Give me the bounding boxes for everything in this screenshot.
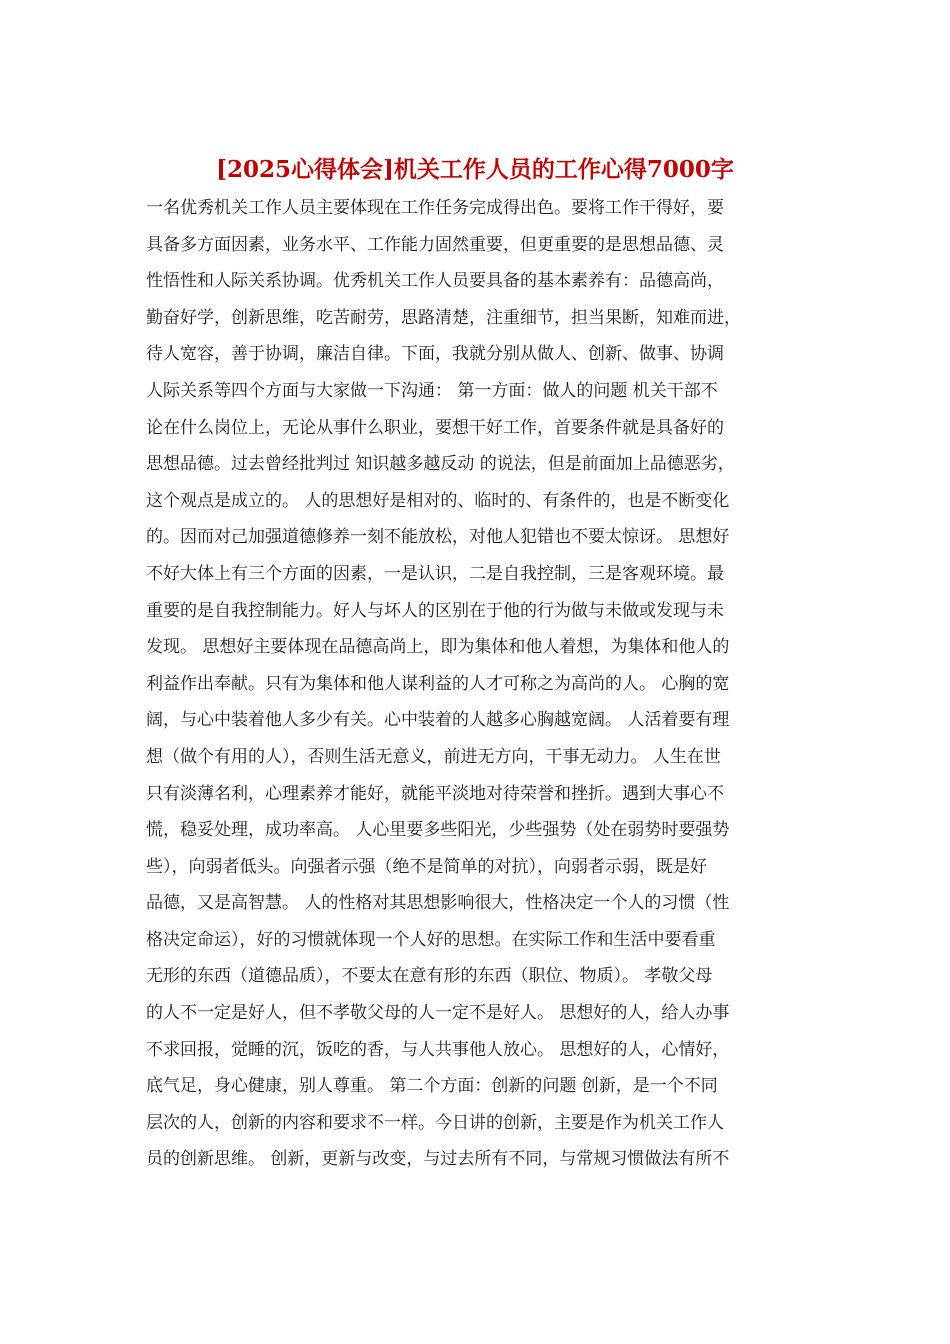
body-line: 利益作出奉献。只有为集体和他人谋利益的人才可称之为高尚的人。 心胸的宽 (146, 673, 730, 694)
body-line: 不好大体上有三个方面的因素，一是认识，二是自我控制，三是客观环境。最 (146, 563, 724, 584)
document-body (146, 190, 806, 1178)
body-line: 待人宽容，善于协调，廉洁自律。下面，我就分别从做人、创新、做事、协调 (146, 344, 724, 365)
body-line: 这个观点是成立的。 人的思想好是相对的、临时的、有条件的，也是不断变化 (146, 490, 730, 511)
body-line: 些），向弱者低头。向强者示强（绝不是简单的对抗），向弱者示弱，既是好 (146, 856, 707, 877)
body-line: 一名优秀机关工作人员主要体现在工作任务完成得出色。要将工作干得好，要 (146, 198, 724, 218)
body-line: 想（做个有用的人），否则生活无意义，前进无方向，干事无动力。 人生在世 (146, 746, 721, 767)
body-line: 无形的东西（道德品质），不要太在意有形的东西（职位、物质）。 孝敬父母 (146, 966, 713, 987)
body-line: 慌，稳妥处理，成功率高。 人心里要多些阳光，少些强势（处在弱势时要强势 (146, 820, 730, 841)
body-line: 层次的人，创新的内容和要求不一样。今日讲的创新，主要是作为机关工作人 (146, 1112, 724, 1133)
body-line: 不求回报，觉睡的沉，饭吃的香，与人共事他人放心。 思想好的人，心情好， (146, 1039, 730, 1060)
body-line: 格决定命运），好的习惯就体现一个人好的思想。在实际工作和生活中要看重 (146, 929, 716, 950)
body-line: 性悟性和人际关系协调。优秀机关工作人员要具备的基本素养有：品德高尚， (146, 271, 724, 292)
body-line: 员的创新思维。 创新，更新与改变，与过去所有不同，与常规习惯做法有所不 (146, 1149, 730, 1170)
body-line: 阔，与心中装着他人多少有关。心中装着的人越多心胸越宽阔。 人活着要有理 (146, 710, 730, 731)
body-line: 勤奋好学，创新思维，吃苦耐劳，思路清楚，注重细节，担当果断，知难而进， (146, 307, 741, 328)
body-line: 底气足，身心健康，别人尊重。 第二个方面：创新的问题 创新，是一个不同 (146, 1076, 718, 1097)
body-line: 的人不一定是好人，但不孝敬父母的人一定不是好人。 思想好的人，给人办事 (146, 1003, 730, 1024)
body-line: 论在什么岗位上，无论从事什么职业，要想干好工作，首要条件就是具备好的 (146, 417, 724, 438)
body-line: 的。因而对己加强道德修养一刻不能放松，对他人犯错也不要太惊讶。 思想好 (146, 527, 730, 548)
body-line: 发现。 思想好主要体现在品德高尚上，即为集体和他人着想，为集体和他人的 (146, 637, 730, 658)
document-title: [2025心得体会]机关工作人员的工作心得7000字 (216, 156, 734, 183)
body-line: 品德，又是高智慧。 人的性格对其思想影响很大，性格决定一个人的习惯（性 (146, 893, 730, 914)
body-line: 重要的是自我控制能力。好人与坏人的区别在于他的行为做与未做或发现与未 (146, 600, 724, 621)
body-line: 只有淡薄名利，心理素养才能好，就能平淡地对待荣誉和挫折。遇到大事心不 (146, 783, 724, 804)
body-line: 思想品德。过去曾经批判过 知识越多越反动 的说法，但是前面加上品德恶劣， (146, 454, 735, 475)
body-line: 具备多方面因素，业务水平、工作能力固然重要，但更重要的是思想品德、灵 (146, 234, 724, 255)
body-line: 人际关系等四个方面与大家做一下沟通： 第一方面：做人的问题 机关干部不 (146, 380, 718, 401)
